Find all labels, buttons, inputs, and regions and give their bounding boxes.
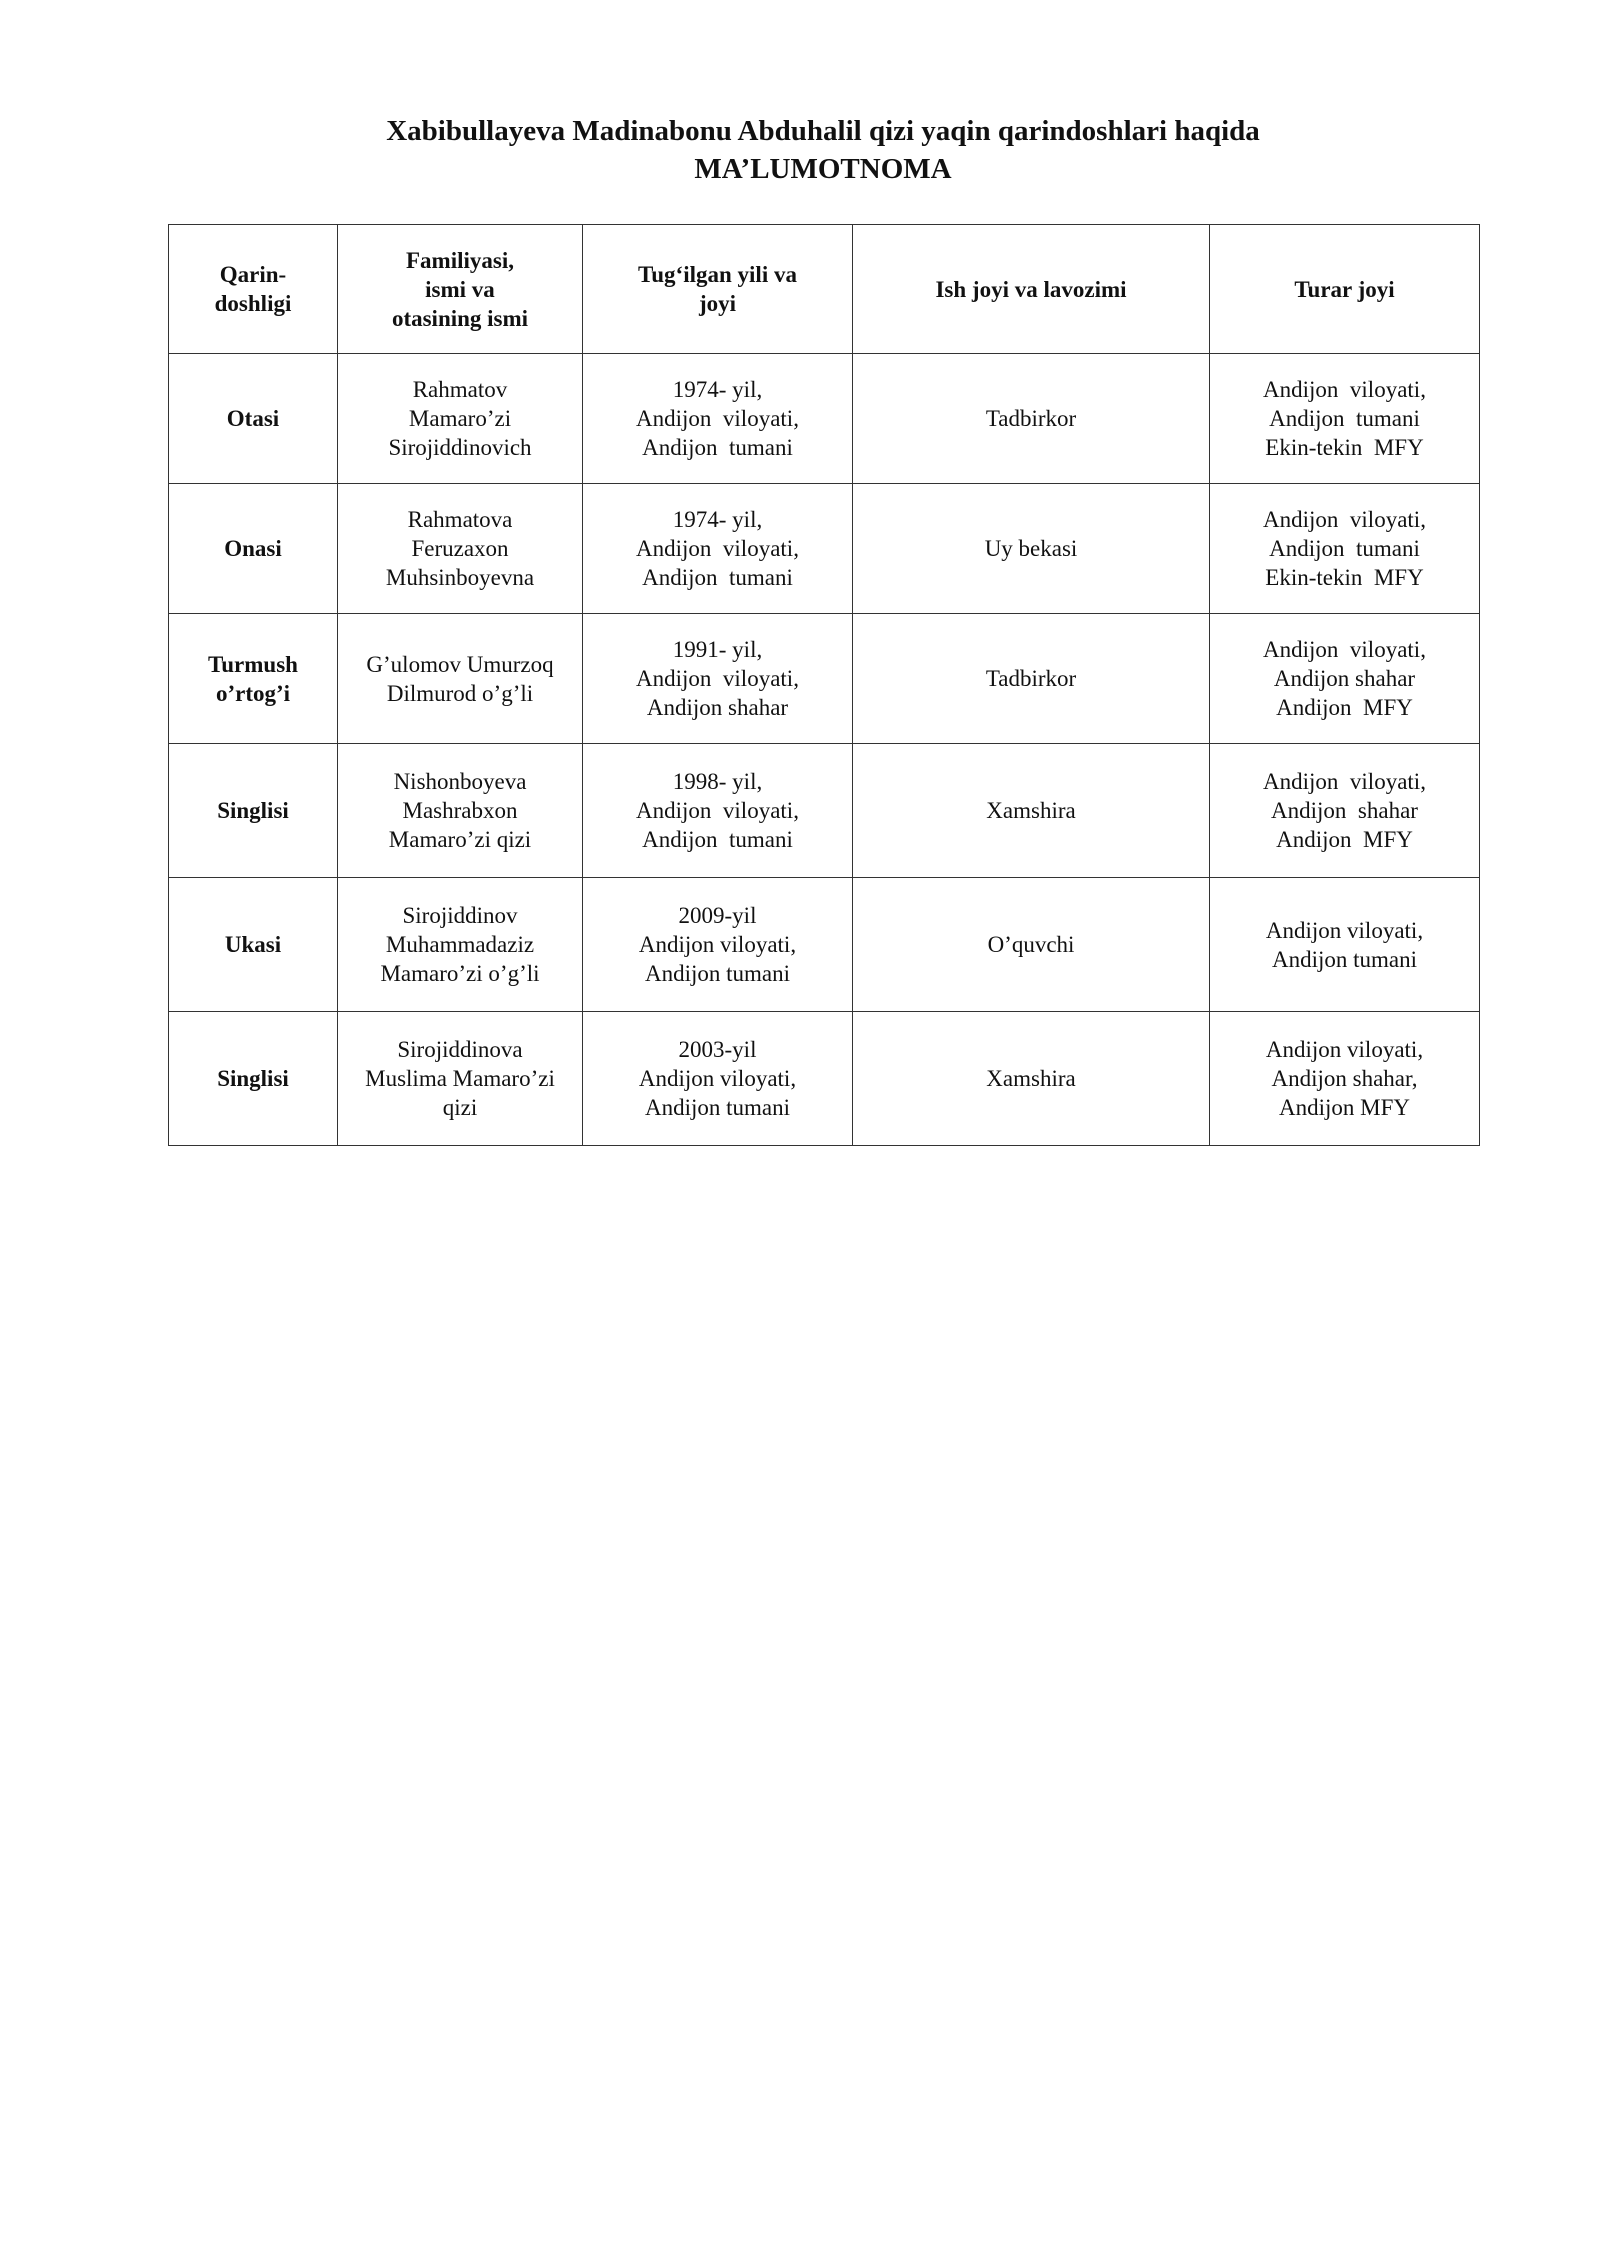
cell-birth-line: 1974- yil, (672, 507, 763, 532)
cell-name-line: Muhammadaziz (385, 932, 535, 957)
cell-name (338, 614, 583, 744)
cell-birth (583, 484, 853, 614)
cell-birth-line: 1991- yil, (672, 637, 763, 662)
cell-name-line: Muhsinboyevna (385, 565, 535, 590)
cell-relation (169, 878, 338, 1012)
cell-relation-line: Singlisi (217, 1066, 289, 1091)
cell-birth-line: Andijon viloyati, (636, 798, 799, 823)
cell-relation-line: Otasi (226, 406, 280, 431)
cell-job-line: Xamshira (986, 798, 1076, 823)
table-row (169, 744, 1480, 878)
cell-birth-line: 2009-yil (678, 903, 757, 928)
cell-relation-line: o’rtog’i (215, 680, 291, 706)
cell-residence-line: Andijon tumani (1269, 406, 1420, 431)
cell-relation-line: Ukasi (224, 932, 282, 957)
cell-residence-line: Andijon MFY (1279, 1095, 1410, 1120)
cell-birth (583, 1012, 853, 1146)
cell-job-line: Tadbirkor (985, 666, 1077, 691)
cell-name-line: G’ulomov Umurzoq (366, 651, 554, 677)
cell-job (853, 744, 1210, 878)
cell-name-line: Nishonboyeva (393, 769, 527, 794)
cell-birth-line: 2003-yil (678, 1037, 757, 1062)
cell-relation (169, 614, 338, 744)
header-name: Familiyasi, ismi va otasining ismi (338, 225, 583, 354)
cell-name-line: Mashrabxon (402, 798, 518, 823)
cell-relation-line: Turmush (208, 651, 298, 677)
cell-relation-line: Onasi (224, 536, 282, 561)
cell-name (338, 1012, 583, 1146)
cell-job (853, 1012, 1210, 1146)
cell-name (338, 744, 583, 878)
cell-birth-line: Andijon viloyati, (636, 536, 799, 561)
cell-residence (1210, 1012, 1480, 1146)
cell-name (338, 354, 583, 484)
cell-name-line: Mamaro’zi (408, 406, 512, 431)
cell-residence (1210, 354, 1480, 484)
cell-name-line: Sirojiddinov (402, 903, 518, 928)
cell-birth-line: Andijon shahar (646, 695, 789, 720)
cell-birth-line: Andijon tumani (642, 435, 793, 460)
cell-birth-line: Andijon tumani (644, 961, 791, 986)
cell-job (853, 354, 1210, 484)
cell-job (853, 878, 1210, 1012)
cell-name-line: Dilmurod o’g’li (386, 680, 534, 706)
cell-residence-line: Andijon shahar (1273, 666, 1416, 691)
document-title (168, 112, 1478, 188)
cell-residence-line: Andijon tumani (1271, 946, 1418, 972)
cell-birth-line: Andijon tumani (644, 1095, 791, 1120)
cell-name-line: Sirojiddinovich (388, 435, 532, 460)
table-row (169, 878, 1480, 1012)
cell-name (338, 878, 583, 1012)
cell-residence-line: Andijon viloyati, (1263, 377, 1426, 402)
cell-residence-line: Ekin-tekin MFY (1265, 435, 1424, 460)
cell-residence-line: Andijon MFY (1276, 695, 1413, 720)
cell-job (853, 614, 1210, 744)
cell-residence-line: Andijon viloyati, (1265, 1037, 1424, 1062)
cell-residence (1210, 614, 1480, 744)
cell-residence-line: Andijon shahar (1271, 798, 1418, 823)
cell-job-line: Uy bekasi (984, 536, 1078, 561)
cell-residence-line: Andijon viloyati, (1263, 637, 1426, 662)
cell-relation (169, 484, 338, 614)
cell-residence-line: Andijon viloyati, (1265, 917, 1424, 943)
cell-residence-line: Andijon tumani (1269, 536, 1420, 561)
cell-birth-line: Andijon viloyati, (636, 406, 799, 431)
table-header (169, 225, 1480, 354)
cell-birth-line: Andijon tumani (642, 565, 793, 590)
cell-birth (583, 878, 853, 1012)
header-birth: Tug‘ilgan yili va joyi (583, 225, 853, 354)
cell-residence (1210, 878, 1480, 1012)
relatives-table (168, 224, 1480, 1146)
title-line-1: Xabibullayeva Madinabonu Abduhalil qizi yaqin qarindoshlari haqida (386, 115, 1260, 147)
cell-birth-line: Andijon viloyati, (636, 666, 799, 691)
table-row (169, 614, 1480, 744)
cell-job-line: Xamshira (986, 1066, 1076, 1091)
cell-birth-line: 1974- yil, (672, 377, 763, 402)
cell-residence (1210, 744, 1480, 878)
table-row (169, 484, 1480, 614)
cell-residence (1210, 484, 1480, 614)
header-job: Ish joyi va lavozimi (853, 225, 1210, 354)
cell-residence-line: Andijon shahar, (1271, 1066, 1418, 1091)
cell-name-line: Mamaro’zi o’g’li (380, 961, 540, 986)
table-row (169, 354, 1480, 484)
cell-birth-line: Andijon viloyati, (638, 1066, 797, 1091)
cell-name-line: Sirojiddinova (397, 1037, 523, 1062)
cell-residence-line: Andijon MFY (1276, 827, 1413, 852)
cell-birth (583, 614, 853, 744)
cell-birth (583, 354, 853, 484)
cell-birth-line: 1998- yil, (672, 769, 763, 794)
cell-job (853, 484, 1210, 614)
cell-name-line: qizi (442, 1095, 478, 1120)
title-line-2: MA’LUMOTNOMA (694, 153, 952, 185)
cell-birth-line: Andijon tumani (642, 827, 793, 852)
cell-job-line: Tadbirkor (985, 406, 1077, 431)
cell-relation-line: Singlisi (217, 798, 289, 823)
cell-name-line: Feruzaxon (411, 536, 509, 561)
cell-birth-line: Andijon viloyati, (638, 932, 797, 957)
header-relation: Qarin- doshligi (169, 225, 338, 354)
cell-residence-line: Ekin-tekin MFY (1265, 565, 1424, 590)
cell-residence-line: Andijon viloyati, (1263, 507, 1426, 532)
cell-name-line: Rahmatova (407, 507, 513, 532)
cell-residence-line: Andijon viloyati, (1263, 769, 1426, 794)
table-body (169, 354, 1480, 1146)
header-residence: Turar joyi (1210, 225, 1480, 354)
header-row (169, 225, 1480, 354)
cell-birth (583, 744, 853, 878)
cell-name-line: Mamaro’zi qizi (388, 827, 532, 852)
cell-name-line: Muslima Mamaro’zi (365, 1066, 555, 1091)
cell-name-line: Rahmatov (412, 377, 508, 402)
cell-job-line: O’quvchi (987, 932, 1075, 957)
cell-relation (169, 1012, 338, 1146)
cell-relation (169, 744, 338, 878)
cell-relation (169, 354, 338, 484)
cell-name (338, 484, 583, 614)
table-row (169, 1012, 1480, 1146)
